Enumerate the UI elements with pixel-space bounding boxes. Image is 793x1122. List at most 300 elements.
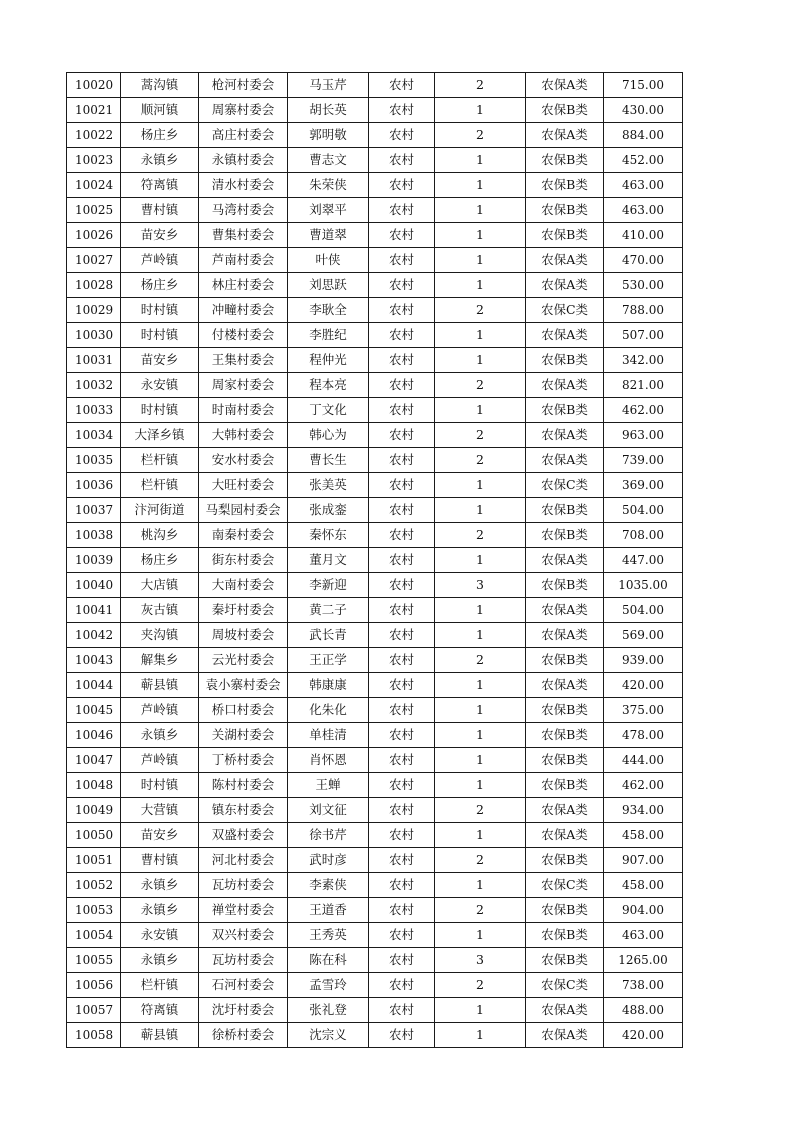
village-committee-cell: 袁小寨村委会 [199,673,288,698]
insurance-category-cell: 农保B类 [526,898,604,923]
village-committee-cell: 芦南村委会 [199,248,288,273]
township-cell: 栏杆镇 [121,973,199,998]
household-size-cell: 1 [435,248,526,273]
township-cell: 蕲县镇 [121,673,199,698]
household-size-cell: 3 [435,948,526,973]
insurance-category-cell: 农保C类 [526,973,604,998]
amount-cell: 788.00 [604,298,683,323]
record-id-cell: 10055 [67,948,121,973]
village-committee-cell: 陈村村委会 [199,773,288,798]
name-cell: 朱荣侠 [288,173,369,198]
amount-cell: 963.00 [604,423,683,448]
household-type-cell: 农村 [369,398,435,423]
record-id-cell: 10058 [67,1023,121,1048]
record-id-cell: 10043 [67,648,121,673]
village-committee-cell: 马湾村委会 [199,198,288,223]
village-committee-cell: 周寨村委会 [199,98,288,123]
record-id-cell: 10025 [67,198,121,223]
amount-cell: 904.00 [604,898,683,923]
household-size-cell: 1 [435,198,526,223]
household-type-cell: 农村 [369,373,435,398]
amount-cell: 420.00 [604,673,683,698]
insurance-category-cell: 农保C类 [526,873,604,898]
household-type-cell: 农村 [369,773,435,798]
village-committee-cell: 云光村委会 [199,648,288,673]
household-size-cell: 1 [435,473,526,498]
household-type-cell: 农村 [369,648,435,673]
insurance-category-cell: 农保A类 [526,248,604,273]
amount-cell: 934.00 [604,798,683,823]
insurance-category-cell: 农保A类 [526,598,604,623]
record-id-cell: 10042 [67,623,121,648]
village-committee-cell: 王集村委会 [199,348,288,373]
amount-cell: 463.00 [604,173,683,198]
roster-body [67,73,683,1048]
table-row [67,323,683,348]
name-cell: 李胜纪 [288,323,369,348]
table-row [67,498,683,523]
village-committee-cell: 大韩村委会 [199,423,288,448]
village-committee-cell: 镇东村委会 [199,798,288,823]
household-size-cell: 1 [435,773,526,798]
amount-cell: 444.00 [604,748,683,773]
household-type-cell: 农村 [369,598,435,623]
name-cell: 王蝉 [288,773,369,798]
amount-cell: 462.00 [604,398,683,423]
insurance-category-cell: 农保A类 [526,323,604,348]
household-type-cell: 农村 [369,148,435,173]
insurance-category-cell: 农保A类 [526,998,604,1023]
village-committee-cell: 瓦坊村委会 [199,948,288,973]
record-id-cell: 10032 [67,373,121,398]
table-row [67,698,683,723]
village-committee-cell: 关湖村委会 [199,723,288,748]
amount-cell: 463.00 [604,923,683,948]
name-cell: 秦怀东 [288,523,369,548]
household-type-cell: 农村 [369,573,435,598]
village-committee-cell: 南秦村委会 [199,523,288,548]
table-row [67,123,683,148]
township-cell: 时村镇 [121,773,199,798]
household-type-cell: 农村 [369,123,435,148]
township-cell: 符离镇 [121,173,199,198]
household-size-cell: 3 [435,573,526,598]
household-type-cell: 农村 [369,73,435,98]
amount-cell: 530.00 [604,273,683,298]
insurance-category-cell: 农保B类 [526,923,604,948]
record-id-cell: 10056 [67,973,121,998]
village-committee-cell: 秦圩村委会 [199,598,288,623]
record-id-cell: 10053 [67,898,121,923]
table-row [67,98,683,123]
record-id-cell: 10044 [67,673,121,698]
name-cell: 王道香 [288,898,369,923]
township-cell: 符离镇 [121,998,199,1023]
amount-cell: 458.00 [604,823,683,848]
household-size-cell: 1 [435,98,526,123]
name-cell: 武时彦 [288,848,369,873]
table-row [67,648,683,673]
insurance-category-cell: 农保C类 [526,298,604,323]
insurance-category-cell: 农保B类 [526,498,604,523]
amount-cell: 504.00 [604,598,683,623]
amount-cell: 470.00 [604,248,683,273]
village-committee-cell: 安水村委会 [199,448,288,473]
record-id-cell: 10054 [67,923,121,948]
village-committee-cell: 清水村委会 [199,173,288,198]
household-type-cell: 农村 [369,623,435,648]
household-size-cell: 1 [435,173,526,198]
record-id-cell: 10039 [67,548,121,573]
household-type-cell: 农村 [369,698,435,723]
name-cell: 武长青 [288,623,369,648]
household-type-cell: 农村 [369,1023,435,1048]
record-id-cell: 10020 [67,73,121,98]
township-cell: 芦岭镇 [121,748,199,773]
name-cell: 叶侠 [288,248,369,273]
amount-cell: 884.00 [604,123,683,148]
name-cell: 程仲光 [288,348,369,373]
household-type-cell: 农村 [369,248,435,273]
insurance-category-cell: 农保B类 [526,173,604,198]
township-cell: 永安镇 [121,373,199,398]
table-row [67,848,683,873]
insurance-category-cell: 农保B类 [526,948,604,973]
insurance-category-cell: 农保A类 [526,423,604,448]
household-type-cell: 农村 [369,673,435,698]
household-size-cell: 1 [435,623,526,648]
insurance-category-cell: 农保B类 [526,748,604,773]
table-row [67,673,683,698]
household-type-cell: 农村 [369,523,435,548]
household-size-cell: 1 [435,348,526,373]
township-cell: 曹村镇 [121,848,199,873]
village-committee-cell: 马梨园村委会 [199,498,288,523]
name-cell: 李耿全 [288,298,369,323]
name-cell: 王秀英 [288,923,369,948]
record-id-cell: 10051 [67,848,121,873]
amount-cell: 375.00 [604,698,683,723]
household-type-cell: 农村 [369,848,435,873]
household-type-cell: 农村 [369,223,435,248]
household-size-cell: 1 [435,748,526,773]
household-type-cell: 农村 [369,748,435,773]
record-id-cell: 10036 [67,473,121,498]
name-cell: 王正学 [288,648,369,673]
name-cell: 马玉芹 [288,73,369,98]
amount-cell: 420.00 [604,1023,683,1048]
table-row [67,998,683,1023]
name-cell: 丁文化 [288,398,369,423]
table-row [67,723,683,748]
name-cell: 沈宗义 [288,1023,369,1048]
name-cell: 单桂清 [288,723,369,748]
village-committee-cell: 曹集村委会 [199,223,288,248]
name-cell: 程本亮 [288,373,369,398]
table-row [67,523,683,548]
table-row [67,548,683,573]
amount-cell: 939.00 [604,648,683,673]
table-row [67,448,683,473]
household-size-cell: 1 [435,823,526,848]
household-size-cell: 1 [435,698,526,723]
record-id-cell: 10049 [67,798,121,823]
amount-cell: 738.00 [604,973,683,998]
household-size-cell: 2 [435,73,526,98]
amount-cell: 569.00 [604,623,683,648]
township-cell: 时村镇 [121,298,199,323]
table-row [67,148,683,173]
amount-cell: 488.00 [604,998,683,1023]
household-size-cell: 1 [435,148,526,173]
insurance-category-cell: 农保A类 [526,273,604,298]
record-id-cell: 10050 [67,823,121,848]
village-committee-cell: 高庄村委会 [199,123,288,148]
insurance-category-cell: 农保B类 [526,523,604,548]
record-id-cell: 10038 [67,523,121,548]
household-size-cell: 1 [435,273,526,298]
township-cell: 永镇乡 [121,723,199,748]
insurance-category-cell: 农保B类 [526,148,604,173]
amount-cell: 478.00 [604,723,683,748]
village-committee-cell: 石河村委会 [199,973,288,998]
table-row [67,573,683,598]
household-size-cell: 1 [435,723,526,748]
household-type-cell: 农村 [369,98,435,123]
township-cell: 大店镇 [121,573,199,598]
name-cell: 黄二子 [288,598,369,623]
table-row [67,423,683,448]
name-cell: 郭明敬 [288,123,369,148]
household-type-cell: 农村 [369,998,435,1023]
table-row [67,898,683,923]
table-row [67,473,683,498]
table-row [67,173,683,198]
township-cell: 苗安乡 [121,348,199,373]
insurance-category-cell: 农保A类 [526,673,604,698]
table-row [67,823,683,848]
insurance-category-cell: 农保B类 [526,723,604,748]
township-cell: 大营镇 [121,798,199,823]
name-cell: 孟雪玲 [288,973,369,998]
record-id-cell: 10022 [67,123,121,148]
household-type-cell: 农村 [369,298,435,323]
township-cell: 蕲县镇 [121,1023,199,1048]
household-type-cell: 农村 [369,823,435,848]
name-cell: 徐书芹 [288,823,369,848]
village-committee-cell: 冲疃村委会 [199,298,288,323]
table-row [67,623,683,648]
household-size-cell: 2 [435,648,526,673]
household-size-cell: 1 [435,598,526,623]
record-id-cell: 10026 [67,223,121,248]
roster-table [66,72,683,1048]
amount-cell: 1035.00 [604,573,683,598]
insurance-category-cell: 农保B类 [526,848,604,873]
amount-cell: 821.00 [604,373,683,398]
table-row [67,373,683,398]
household-type-cell: 农村 [369,923,435,948]
record-id-cell: 10030 [67,323,121,348]
village-committee-cell: 徐桥村委会 [199,1023,288,1048]
amount-cell: 430.00 [604,98,683,123]
township-cell: 杨庄乡 [121,273,199,298]
record-id-cell: 10045 [67,698,121,723]
township-cell: 时村镇 [121,323,199,348]
village-committee-cell: 大南村委会 [199,573,288,598]
township-cell: 杨庄乡 [121,123,199,148]
insurance-category-cell: 农保B类 [526,698,604,723]
household-type-cell: 农村 [369,423,435,448]
township-cell: 苗安乡 [121,823,199,848]
record-id-cell: 10048 [67,773,121,798]
township-cell: 苗安乡 [121,223,199,248]
record-id-cell: 10041 [67,598,121,623]
household-type-cell: 农村 [369,323,435,348]
insurance-category-cell: 农保B类 [526,348,604,373]
insurance-category-cell: 农保B类 [526,98,604,123]
table-row [67,973,683,998]
township-cell: 芦岭镇 [121,698,199,723]
amount-cell: 369.00 [604,473,683,498]
household-size-cell: 2 [435,973,526,998]
table-row [67,873,683,898]
record-id-cell: 10024 [67,173,121,198]
record-id-cell: 10034 [67,423,121,448]
township-cell: 顺河镇 [121,98,199,123]
township-cell: 栏杆镇 [121,473,199,498]
insurance-category-cell: 农保A类 [526,798,604,823]
record-id-cell: 10040 [67,573,121,598]
record-id-cell: 10035 [67,448,121,473]
township-cell: 解集乡 [121,648,199,673]
township-cell: 杨庄乡 [121,548,199,573]
township-cell: 永镇乡 [121,948,199,973]
amount-cell: 1265.00 [604,948,683,973]
township-cell: 灰古镇 [121,598,199,623]
record-id-cell: 10037 [67,498,121,523]
household-size-cell: 1 [435,548,526,573]
household-type-cell: 农村 [369,723,435,748]
household-size-cell: 2 [435,848,526,873]
household-size-cell: 2 [435,298,526,323]
name-cell: 李素侠 [288,873,369,898]
household-size-cell: 1 [435,398,526,423]
village-committee-cell: 桥口村委会 [199,698,288,723]
record-id-cell: 10029 [67,298,121,323]
name-cell: 张成銮 [288,498,369,523]
name-cell: 刘思跃 [288,273,369,298]
insurance-category-cell: 农保A类 [526,373,604,398]
name-cell: 韩康康 [288,673,369,698]
name-cell: 胡长英 [288,98,369,123]
household-type-cell: 农村 [369,348,435,373]
name-cell: 曹长生 [288,448,369,473]
table-row [67,948,683,973]
amount-cell: 458.00 [604,873,683,898]
name-cell: 化朱化 [288,698,369,723]
village-committee-cell: 河北村委会 [199,848,288,873]
township-cell: 栏杆镇 [121,448,199,473]
table-row [67,273,683,298]
table-row [67,1023,683,1048]
amount-cell: 907.00 [604,848,683,873]
table-row [67,248,683,273]
household-size-cell: 1 [435,223,526,248]
record-id-cell: 10046 [67,723,121,748]
township-cell: 永安镇 [121,923,199,948]
record-id-cell: 10027 [67,248,121,273]
household-type-cell: 农村 [369,948,435,973]
household-type-cell: 农村 [369,498,435,523]
insurance-category-cell: 农保A类 [526,73,604,98]
household-type-cell: 农村 [369,873,435,898]
table-row [67,923,683,948]
record-id-cell: 10052 [67,873,121,898]
household-size-cell: 1 [435,923,526,948]
village-committee-cell: 瓦坊村委会 [199,873,288,898]
village-committee-cell: 枪河村委会 [199,73,288,98]
amount-cell: 452.00 [604,148,683,173]
household-size-cell: 1 [435,498,526,523]
household-size-cell: 2 [435,898,526,923]
township-cell: 永镇乡 [121,898,199,923]
record-id-cell: 10057 [67,998,121,1023]
household-type-cell: 农村 [369,173,435,198]
table-row [67,348,683,373]
village-committee-cell: 双盛村委会 [199,823,288,848]
household-size-cell: 1 [435,998,526,1023]
household-size-cell: 2 [435,423,526,448]
village-committee-cell: 时南村委会 [199,398,288,423]
amount-cell: 739.00 [604,448,683,473]
insurance-category-cell: 农保A类 [526,123,604,148]
village-committee-cell: 林庄村委会 [199,273,288,298]
amount-cell: 504.00 [604,498,683,523]
insurance-category-cell: 农保B类 [526,648,604,673]
name-cell: 韩心为 [288,423,369,448]
village-committee-cell: 大旺村委会 [199,473,288,498]
table-row [67,773,683,798]
household-type-cell: 农村 [369,798,435,823]
name-cell: 曹道翠 [288,223,369,248]
amount-cell: 715.00 [604,73,683,98]
record-id-cell: 10021 [67,98,121,123]
amount-cell: 342.00 [604,348,683,373]
name-cell: 肖怀恩 [288,748,369,773]
household-type-cell: 农村 [369,473,435,498]
township-cell: 永镇乡 [121,873,199,898]
record-id-cell: 10023 [67,148,121,173]
table-row [67,298,683,323]
village-committee-cell: 永镇村委会 [199,148,288,173]
name-cell: 张美英 [288,473,369,498]
record-id-cell: 10031 [67,348,121,373]
township-cell: 大泽乡镇 [121,423,199,448]
table-row [67,198,683,223]
household-type-cell: 农村 [369,448,435,473]
household-size-cell: 2 [435,448,526,473]
township-cell: 桃沟乡 [121,523,199,548]
village-committee-cell: 双兴村委会 [199,923,288,948]
insurance-category-cell: 农保B类 [526,773,604,798]
village-committee-cell: 周坡村委会 [199,623,288,648]
household-size-cell: 2 [435,523,526,548]
record-id-cell: 10033 [67,398,121,423]
name-cell: 董月文 [288,548,369,573]
household-size-cell: 1 [435,673,526,698]
township-cell: 永镇乡 [121,148,199,173]
